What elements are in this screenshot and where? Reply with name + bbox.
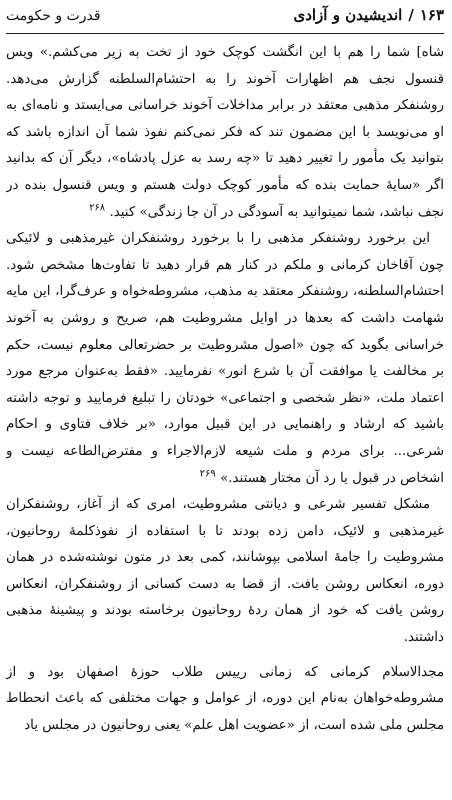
paragraph-4 xyxy=(6,660,444,740)
paragraph-text: این برخورد روشنفکر مذهبی را با برخورد روشنفکران غیرمذهبی و لائیکی چون آقاخان کرمانی و ملکم در کنار هم قرار دهید تا تفاوت‌ها مشخص شود. احتشام‌السلطنه، روشنفکر معتقد به مذهب، مشروطه‌خواه و عرف‌گرا، این مایه شهامت داشت که بعدها در اوایل مشروطیت هم، صریح و روشن به آخوند خراسانی بگوید که چون «اصول مشروطیت بر حضرتعالی معلوم نیست، حکم بر مخالفت یا موافقت آن با شرع انور» نفرمایید. «فقط به‌عنوان مرجع مورد اعتماد ملت، «نظر شخصی و اجتماعی» خودتان را تبلیغ فرمایید و توجه داشته باشید که ارشاد و راهنمایی در این قبیل موارد، «بر خلاف فتاوی و احکام شرعی... برای مردم و ملت شیعه لازم‌الاجراء و مفترض‌الطاعه نیست و اشخاص در قبول یا رد آن مختار هستند.» xyxy=(6,231,444,486)
body-text xyxy=(6,40,444,796)
header-separator: / xyxy=(408,6,414,24)
header-page-info xyxy=(293,6,444,24)
running-header xyxy=(6,6,444,30)
page-number: ۱۶۳ xyxy=(419,6,444,24)
paragraph-3 xyxy=(6,492,444,652)
paragraph-1 xyxy=(6,40,444,226)
footnote-marker: ۲۶۸ xyxy=(89,202,106,214)
paragraph-text: مجدالاسلام کرمانی که زمانی رییس طلاب حوزهٔ اصفهان بود و از مشروطه‌خواهان به‌نام این دوره، از عوامل و جهات مختلفی که باعث انحطاط مجلس ملی شده است، از «عضویت اهل علم» یعنی روحانیون در مجلس یاد xyxy=(6,664,444,733)
paragraph-text: مشکل تفسیر شرعی و دیانتی مشروطیت، امری که از آغاز، روشنفکران غیرمذهبی و لائیک، دامن زده بودند تا با استفاده از نفوذکلمهٔ روحانیون، مشروطیت را جامهٔ اسلامی بپوشانند، کمی بعد در متون نوشته‌شده در همان دوره، انعکاس روشن یافت. از قضا به دست کسانی از روشنفکران، انعکاس روشن یافت که خود از همان ردهٔ روحانیون برخاسته بودند و پیشینهٔ مذهبی داشتند. xyxy=(6,497,444,646)
paragraph-gap xyxy=(6,652,444,660)
header-rule xyxy=(6,33,444,34)
chapter-title: قدرت و حکومت xyxy=(6,8,101,24)
paragraph-text: شاه] شما را هم با این انگشت کوچک خود از تخت به زیر می‌کشم.» ویس قنسول نجف هم اظهارات آخوند را به احتشام‌السلطنه گزارش می‌دهد. روشنفکر مذهبی معتقد در برابر مداخلات آخوند خراسانی می‌ایستد و نامه‌ای به او می‌نویسد با این مضمون تند که فکر نمی‌کنم نفوذ شما آن اندازه باشد که بتوانید یک مأمور را تغییر دهید تا «چه رسد به عزل پادشاه»، دیگر آن که بدانید اگر «سایهٔ حمایت بنده که مأمور کوچک دولت هستم و ویس قنسول بنده در نجف نباشد، شما نمیتوانید به آسودگی در آن جا زندگی» کنید. xyxy=(6,45,444,220)
footnote-marker: ۲۶۹ xyxy=(199,468,216,480)
book-title: اندیشیدن و آزادی xyxy=(293,6,403,24)
paragraph-2 xyxy=(6,226,444,492)
